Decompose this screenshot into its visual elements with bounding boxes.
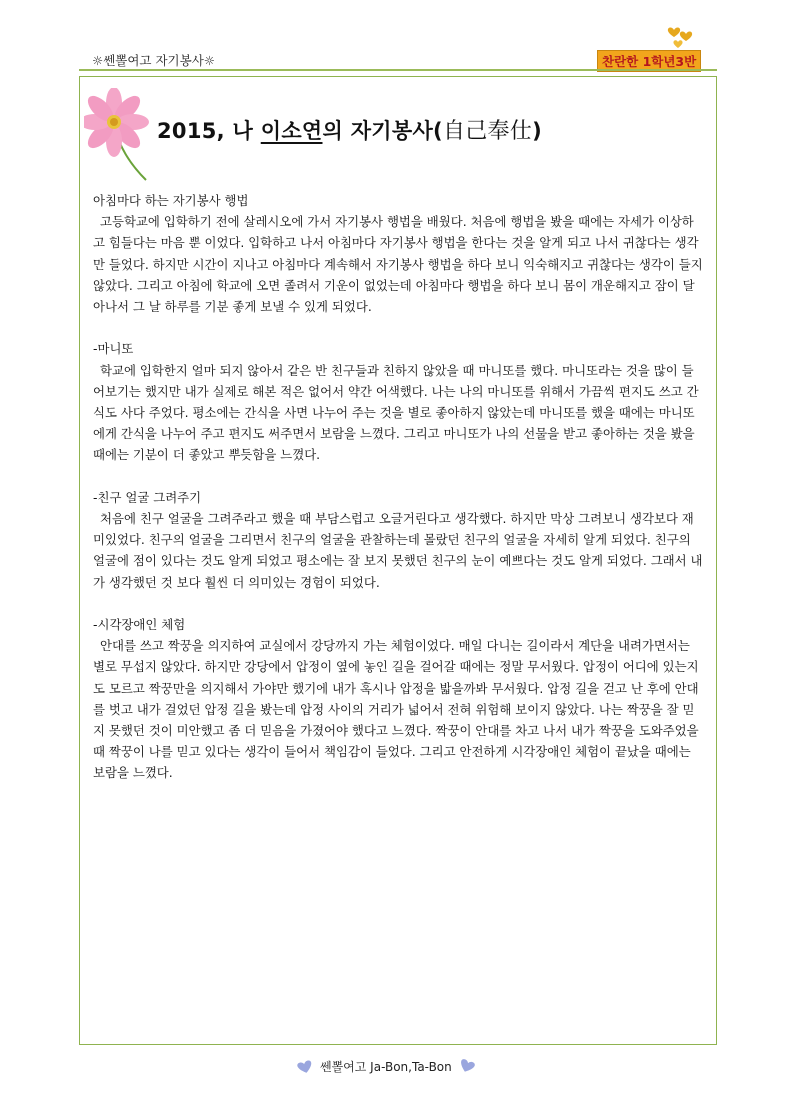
title-name: 이소연 xyxy=(260,119,323,143)
header-school-label: ☼쎈뽈여고 자기봉사☼ xyxy=(92,53,215,68)
footer-text: 쎈뽈여고 Ja-Bon,Ta-Bon xyxy=(320,1060,452,1074)
section-heading: -시각장애인 체험 xyxy=(93,617,186,633)
cosmos-flower-icon xyxy=(84,88,154,183)
page-footer xyxy=(296,1058,476,1075)
decorative-hearts-icon xyxy=(666,26,696,52)
title-prefix: 2015, 나 xyxy=(157,119,261,143)
essay-content xyxy=(93,190,703,805)
heart-right-icon xyxy=(458,1059,476,1075)
page-title xyxy=(157,114,542,145)
section-body: 고등학교에 입학하기 전에 살레시오에 가서 자기봉사 행법을 배웠다. 처음에 행법을 봤을 때에는 자세가 이상하고 힘들다는 마음 뿐 이었다. 입학하고 나서 아침마다 자기봉사 행법을 한다는 것을 알게 되고 나서 귀찮다는 생각만 들었다. 하지만 시간이 지나고 아침마다 계속해서 자기봉사 행법을 하다 보니 익숙해지고 귀찮다는 생각이 들지 않았다. 그리고 아침에 학교에 오면 졸려서 기운이 없었는데 아침마다 행법을 하다 보니 몸이 개운해지고 잠이 달아나서 그 날 하루를 기분 좋게 보낼 수 있게 되었다. xyxy=(93,214,703,315)
section-blind-experience xyxy=(93,614,703,784)
title-close: ) xyxy=(532,119,543,143)
title-hanja: 自己奉仕 xyxy=(442,119,533,144)
section-face-drawing xyxy=(93,487,703,593)
header-divider xyxy=(79,69,717,71)
heart-left-icon xyxy=(296,1060,314,1074)
section-body: 안대를 쓰고 짝꿍을 의지하여 교실에서 강당까지 가는 체험이었다. 매일 다니는 길이라서 계단을 내려가면서는 별로 무섭지 않았다. 하지만 강당에서 압정이 옆에 놓인 길을 걸어갈 때에는 정말 무서웠다. 압정이 어디에 있는지도 모르고 짝꿍만을 의지해서 가야만 했기에 내가 혹시나 압정을 밟을까봐 무서웠다. 압정 길을 걷고 난 후에 안대를 벗고 내가 걸었던 압정 길을 봤는데 압정 사이의 거리가 넓어서 전혀 위험해 보이지 않았다. 나는 짝꿍을 잘 믿지 못했던 것이 미안했고 좀 더 믿음을 가졌어야 했다고 느꼈다. 짝꿍이 안대를 차고 나서 내가 짝꿍을 도와주었을 때 짝꿍이 나를 믿고 있다는 생각이 들어서 책임감이 들었다. 그리고 안전하게 시각장애인 체험이 끝났을 때에는 보람을 느꼈다. xyxy=(93,638,699,781)
section-morning-practice xyxy=(93,190,703,317)
title-suffix: 의 자기봉사( xyxy=(322,119,443,143)
section-body: 처음에 친구 얼굴을 그려주라고 했을 때 부담스럽고 오글거린다고 생각했다. 하지만 막상 그려보니 생각보다 재미있었다. 친구의 얼굴을 그리면서 친구의 얼굴을 관찰하는데 몰랐던 친구의 얼굴을 자세히 알게 되었다. 친구의 얼굴에 점이 있다는 것도 알게 되었고 평소에는 잘 보지 못했던 친구의 눈이 예쁘다는 것도 알게 되었다. 그래서 내가 생각했던 것 보다 훨씬 더 의미있는 경험이 되었다. xyxy=(93,511,703,590)
section-heading: -친구 얼굴 그려주기 xyxy=(93,489,202,505)
class-badge: 찬란한 1학년3반 xyxy=(597,50,701,72)
section-heading: -마니또 xyxy=(93,341,134,357)
section-heading: 아침마다 하는 자기봉사 행법 xyxy=(93,193,249,208)
section-manitto xyxy=(93,338,703,465)
section-body: 학교에 입학한지 얼마 되지 않아서 같은 반 친구들과 친하지 않았을 때 마니또를 했다. 마니또라는 것을 많이 들어보기는 했지만 내가 실제로 해본 적은 없어서 약간 어색했다. 나는 나의 마니또를 위해서 가끔씩 편지도 쓰고 간식도 사다 주었다. 평소에는 간식을 사면 나누어 주는 것을 별로 좋아하지 않았는데 마니또를 했을 때에는 마니또에게 간식을 나누어 주고 편지도 써주면서 보람을 느꼈다. 그리고 마니또가 나의 선물을 받고 좋아하는 것을 봤을 때에는 기분이 더 좋았고 뿌듯함을 느꼈다. xyxy=(93,362,699,463)
